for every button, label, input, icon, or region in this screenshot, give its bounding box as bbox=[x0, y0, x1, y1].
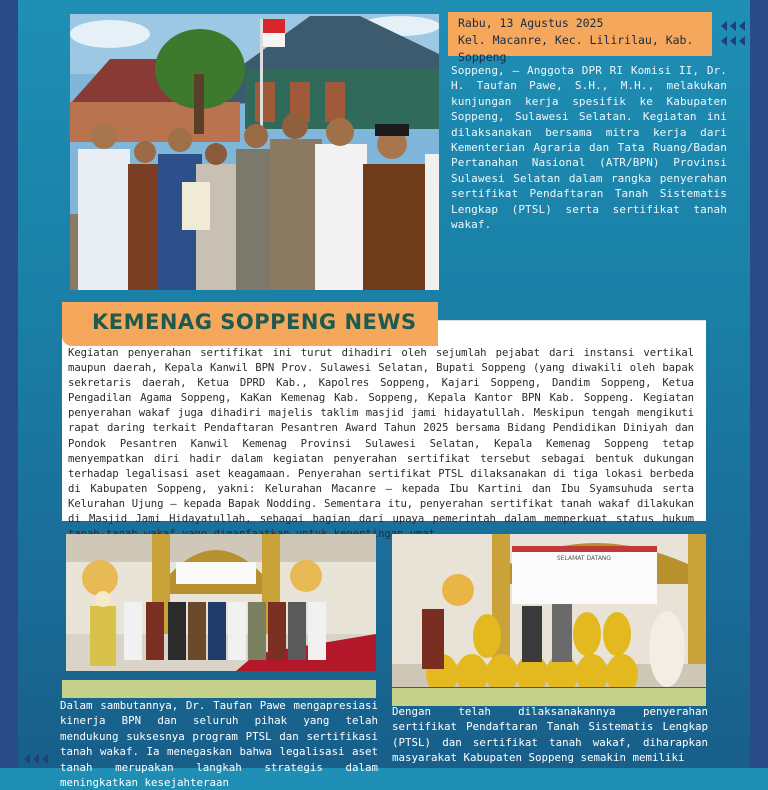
photo-majelis-taklim bbox=[392, 534, 706, 687]
caption-bar-left bbox=[62, 680, 376, 698]
decorative-arrows-icon bbox=[719, 20, 749, 48]
date-text: Rabu, 13 Agustus 2025 bbox=[458, 16, 604, 30]
article-paragraph: Kegiatan penyerahan sertifikat ini turut dihadiri oleh sejumlah pejabat dari instansi vertikal maupun daerah, Kepala Kanwil BPN Prov. Sulawesi Selatan, Bupati Soppeng (yang diwakili oleh bapak sekretaris daerah, Ketua DPRD Kab., Kapolres Soppeng, Kajari Soppeng, Dandim Soppeng, Ketua Pengadilan Agama Soppeng, KaKan Kemenag Kab. Soppeng, Kepala Kantor BPN Kab. Soppeng. Kegiatan penyerahan wakaf juga dihadiri majelis taklim masjid jami hidayatullah. Meskipun tengah mengikuti rapat daring terkait Pendaftaran Pesantren Award Tahun 2025 bersama Bidang Pendidikan Diniyah dan Pondok Pesantren Kanwil Kemenag Provinsi Sulawesi Selatan, Kepala Kemenag Soppeng tetap menyempatkan diri hadir dalam kegiatan penyerahan sertifikat tersebut sebagai bentuk dukungan terhadap legalisasi aset keagamaan. Penyerahan sertifikat PTSL dilaksanakan di tiga lokasi berbeda di Kabupaten Soppeng, yakni: Kelurahan Macanre – kepada Ibu Kartini dan Ibu Syamsuhuda serta Kelurahan Ujung – kepada Bapak Nodding. Sementara itu, penyerahan sertifikat tanah wakaf dilakukan di Masjid Jami Hidayatullah, sebagai bagian dari upaya pemerintah dalam memperkuat status hukum bbox=[68, 347, 694, 526]
decorative-arrows-bottom-icon bbox=[22, 752, 52, 766]
banner-text: SELAMAT DATANG bbox=[556, 555, 612, 562]
intro-paragraph: Soppeng, – Anggota DPR RI Komisi II, Dr. H. Taufan Pawe, S.H., M.H., melakukan kunjungan kerja spesifik ke Kabupaten Soppeng, Sulawesi Selatan. Kegiatan ini dilaksanakan bersama mitra kerja dari Kementerian Agraria dan Tata Ruang/Badan Pertanahan Nasional (ATR/BPN) Provinsi Sulawesi Selatan dalam rangka penyerahan sertifikat Pendaftaran Tanah Sistematis Lengkap (PTSL) serta sertifikat tanah wakaf. bbox=[451, 64, 727, 232]
location-text: Kel. Macanre, Kec. Lilirilau, Kab. Soppeng bbox=[458, 33, 694, 64]
photo-certificate-handover bbox=[70, 14, 439, 290]
photo-audience-hall bbox=[66, 534, 376, 671]
left-column-text: Dalam sambutannya, Dr. Taufan Pawe mengapresiasi kinerja BPN dan seluruh pihak yang telah mendukung suksesnya program PTSL dan sertifikasi tanah wakaf. Ia menegaskan bahwa legalisasi aset tanah merupakan langkah strategis dalam meningkatkan kesejahteraan bbox=[60, 699, 378, 790]
right-column-text: Dengan telah dilaksanakannya penyerahan sertifikat Pendaftaran Tanah Sistematis Lengkap (PTSL) dan sertifikat tanah wakaf, diharapkan masyarakat Kabupaten Soppeng semakin memiliki bbox=[392, 705, 708, 765]
section-title-tab bbox=[62, 302, 438, 346]
frame-left bbox=[0, 0, 18, 768]
frame-right bbox=[750, 0, 768, 768]
date-location-box bbox=[448, 12, 712, 64]
section-title: KEMENAG SOPPENG NEWS bbox=[92, 310, 417, 334]
